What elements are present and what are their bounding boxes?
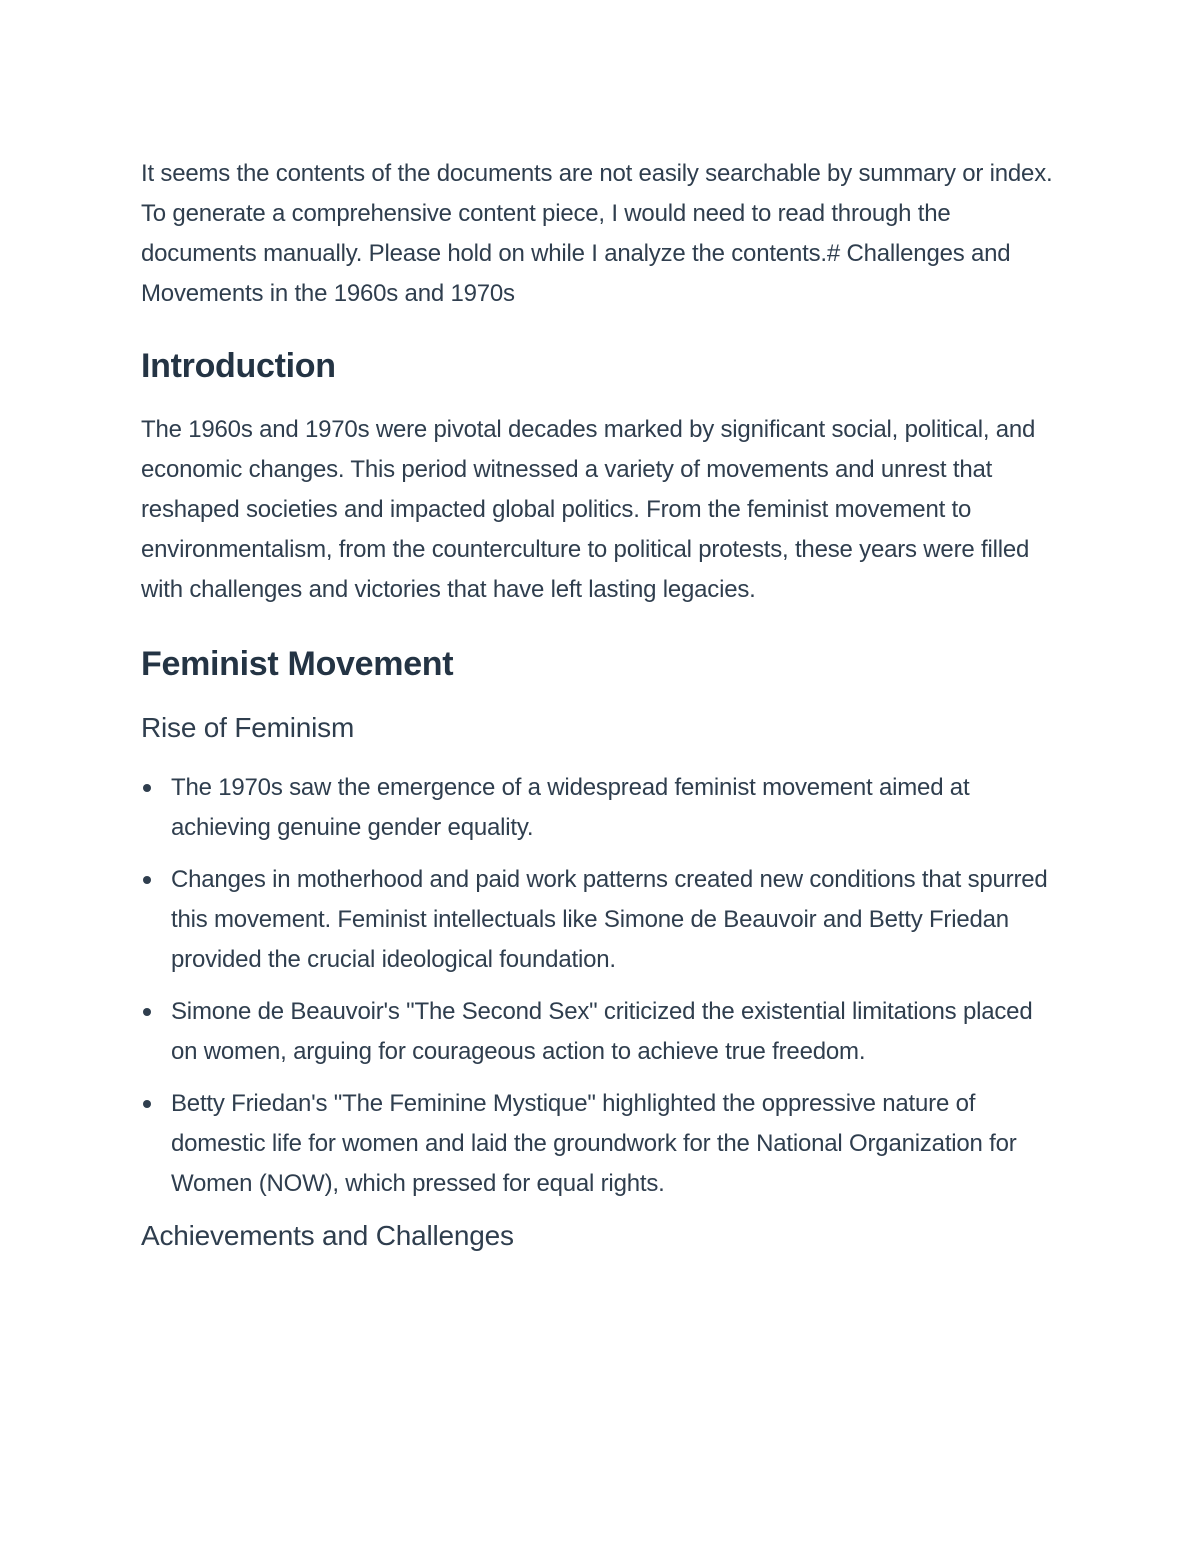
- list-item-text: The 1970s saw the emergence of a widespread feminist movement aimed at achieving genuine gender equality.: [171, 774, 970, 841]
- list-item: [141, 768, 1061, 848]
- list-item: [141, 1084, 1061, 1204]
- rise-of-feminism-list: [141, 768, 1061, 1204]
- bullet-icon: [143, 784, 151, 792]
- rise-of-feminism-heading: Rise of Feminism: [141, 712, 355, 743]
- bullet-icon: [143, 1100, 151, 1108]
- achievements-heading: Achievements and Challenges: [141, 1220, 514, 1251]
- introduction-body: The 1960s and 1970s were pivotal decades marked by significant social, political, and economic changes. This period witnessed a variety of movements and unrest that reshaped societies and impacted global politics. From the feminist movement to environmentalism, from the counterculture to political protests, these years were filled with challenges and victories that have left lasting legacies.: [141, 416, 1036, 603]
- document-page: [141, 154, 1061, 1256]
- introduction-heading: Introduction: [141, 347, 336, 385]
- bullet-icon: [143, 876, 151, 884]
- feminist-movement-heading: Feminist Movement: [141, 645, 454, 683]
- bullet-icon: [143, 1008, 151, 1016]
- list-item-text: Betty Friedan's "The Feminine Mystique" highlighted the oppressive nature of domestic life for women and laid the groundwork for the National Organization for Women (NOW), which pressed for equal rights.: [171, 1090, 1017, 1197]
- list-item: [141, 992, 1061, 1072]
- intro-paragraph: It seems the contents of the documents are not easily searchable by summary or index. To generate a comprehensive content piece, I would need to read through the documents manually. Please hold on while I analyze the contents.# Challenges and Movements in the 1960s and 1970s: [141, 160, 1053, 307]
- list-item: [141, 860, 1061, 980]
- list-item-text: Changes in motherhood and paid work patterns created new conditions that spurred this movement. Feminist intellectuals like Simone de Beauvoir and Betty Friedan provided the crucial ideological foundation.: [171, 866, 1048, 973]
- list-item-text: Simone de Beauvoir's "The Second Sex" criticized the existential limitations placed on women, arguing for courageous action to achieve true freedom.: [171, 998, 1033, 1065]
